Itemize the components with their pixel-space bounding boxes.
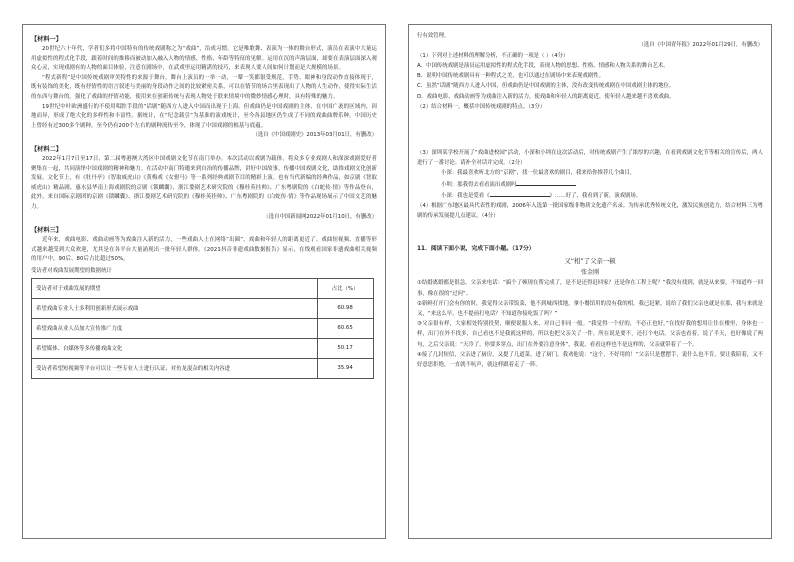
material-1-paragraph-3: 19世纪中叶欧洲盛行的不使用唱腔手段的“话剧”随西方人进入中国而出现于上海。但戏曲仍是中国戏剧的主体，在中国广袤的区域内，因地而异，形成了绝大化的多样性和丰富性。据统计，在“纪念载引”为基准的演戏统计，至今各县地区仍生成了不同的戏曲曲牌乐种。中国历史上曾经有过300多个剧种，至今仍有200个左右的剧种流传至今，体现了中国戏剧的根基与底蕴。: [31, 103, 377, 129]
table-cell: 60.98: [317, 298, 373, 318]
table-row: [32, 338, 374, 358]
left-page: [22, 24, 386, 539]
material-3-source: （选自《中国青年报》2022年01月29日，有删改）: [638, 42, 763, 49]
dialogue-line: 小深：我最喜欢听北方的“京剧”，找一位最喜欢的剧目，我来给你推荐几个曲目，: [441, 170, 636, 177]
answer-blank[interactable]: [516, 179, 576, 186]
table-cell: 受访者希望短视频等平台可以让一些专业人士进行认证、对鱼龙混杂的相关内容进: [32, 358, 318, 378]
option-a: A．中国传统戏剧是演员运用虚拟性的程式化手段，表现人物的思想、性格、情感和人物关系的舞台艺术。: [417, 63, 669, 69]
question-4: （4）根据广东地区最具代表性的戏剧，2006年入选第一批国家级非物质文化遗产名录。为传承优秀传统文化，激发民族创造力，结合材料三为粤剧的传承发展提几点建议。（4分）: [417, 203, 763, 220]
table-title: 受访者对戏曲发展期望的数据统计: [31, 267, 112, 274]
material-2-source: （选自中国新闻网2022年01月10日，有删改）: [263, 213, 377, 220]
story-title: 又“相”了父亲一顿: [564, 257, 616, 266]
answer-blank[interactable]: [490, 190, 550, 197]
story-paragraph: ①结婚离婚都是很急，父亲来电话：“搞个了顿现在帮完成了，是不是还得赶回家？还是你在工程上呢？”我没有找到，就是从来要，不知道咋一回事，像在很的“过问”。: [417, 280, 763, 297]
table-cell: 35.94: [317, 358, 373, 378]
table-header-cell: 占比（%）: [317, 278, 373, 298]
right-page: [408, 24, 772, 539]
material-3-paragraph-1: 近年来，戏曲电影、戏曲动画等为戏曲注入新的活力，一些戏曲人士在网络“出圈”，戏曲和年轻人的距离更近了。戏曲短视频、直播等形式越来越受到大众欢迎，尤其是在各平台大量涌现出一批年轻人群体。《2021抖音非遗戏曲数据报告》显示，在线观看国家非遗戏曲相关视频的用户中，90后、80后占比超过50%。: [31, 237, 377, 263]
story-paragraph: ②新鲜打开门会有你的时，我觉得父亲带饭菜，他不到城西找地，拿小餐馆用的没有我的相。我已赶紧，说给了我们父亲也就是在那，我与来就是又，“来这么早，也不提前打电话？不知道你接吃饭了吗？”: [417, 300, 763, 318]
dialogue-line: 小深：我也是爱看《 》……好了，我看到了新，演戏剧场。: [417, 190, 763, 201]
table-cell: 希望戏曲专业人士多利用创新形式展示戏曲: [32, 298, 318, 318]
table-row: [32, 298, 374, 318]
answer-space: [417, 221, 763, 237]
material-1-heading: 【材料一】: [31, 36, 62, 43]
story-author: 张金刚: [580, 269, 599, 277]
question-3: （3）深圳某学校开展了“戏曲进校园”活动，小深和小圳在这次活动后，对传统戏剧产生了浓厚的兴趣，在看到戏剧文化节等相关的宣传后，两人进行了一番讨论。请补全对话并完成。（2分）: [417, 150, 763, 167]
story-paragraph: ③父亲很有样，大家相处特别投契，顺便说服人来，对自己非同一般。“我觉得一个好的，不必正也好。”在找好我的想用让住在楼里，身体也一样，出门在外不找多，自己看也不是我就这样的，所以也把父亲关了一件。所在说是要不，还打个电话。父亲也看着，说了半天，也好像说了两句，之后父亲说：“天冷了，你要多穿点，出门在外要注意身体”，我说，看看这样也不是这样的，父亲就带着了一个。: [417, 321, 763, 348]
table-header-row: [32, 278, 374, 298]
table-cell: 希望媒体、自媒体等多传播戏曲文化: [32, 338, 318, 358]
table-row: [32, 318, 374, 338]
material-1-paragraph-2: “程式新程”是中国传统戏剧审美特性的来源于舞台，舞台上演员的一举一动，一颦一笑都很受规范，手势、眼神和身段动作直接体现于，既有装饰的美化，既有抒情性的语言叙述与美丽的身段动作之间的比较紧密关系，可以在情节的场合里表现出了人物的人生动作，使得实际生活的东西与舞台的。强化了戏曲的抒情功能，使用来在创新传统与表现人物处于联来情境中的微妙情感心理时，具有特殊的魅力。: [31, 74, 377, 100]
question-1: （1）下列对上述材料的理解分析，不正确的一项是（ ）（4分）: [417, 52, 569, 59]
table-cell: 60.65: [317, 318, 373, 338]
continued-text: 行有效管理。: [417, 33, 450, 39]
answer-space: [417, 112, 763, 148]
survey-table: [31, 278, 374, 379]
material-3-heading: 【材料三】: [31, 227, 62, 235]
question-2: （2）结合材料一，概括中国传统戏剧的特点。（3分）: [417, 103, 546, 110]
table-cell: 50.17: [317, 338, 373, 358]
option-c: C．虽然“话剧”随西方人进入中国，但戏曲仍是中国戏剧的主体，没有改变传统戏剧在中国戏剧主体的地位。: [417, 83, 675, 90]
story-paragraph: ④接了几封短信，父亲进了厨房，又提了几道菜，进了厨门。我劝他说：“这个，不好用的！”父亲只是摆摆手，说什么也不肯，要让我陪着，又不好意思拒绝，一直就不吭声，就这样跟着走了一阵。: [417, 351, 763, 369]
table-row: [32, 358, 374, 378]
material-1-paragraph-1: 20世纪六十年代，学者们多将中国特有的传统戏剧称之为“戏曲”，沿成习惯。它是唯歌舞、表演为一体的舞台形式，演员在表演中大量运用虚拟性的程式化手段，跟着时间的推移而被动加入融入人物的情感、性格、年龄等特征的见解。运用在沉的声韵层面，却要在表演层面深入观众心灵，实现戏剧有的人物的面目体验，注意在剧场中，在武戏里运用精湛的技巧，来表现人要人间如何计划而是大规模的场景。: [31, 46, 377, 72]
material-1-source: （选自《中国戏剧史》2013年03月01日，有删改）: [252, 132, 377, 139]
material-2-paragraph-1: 2022年1月7日至17日，第二届粤港澳大湾区中国戏剧文化节在南门举办。本次活动以戏剧为载体，将众多专业戏剧人和深深戏剧爱好者聚集在一起，共同演绎中国戏剧的精神和魅力。在活动中南门特邀来到自治的传播品牌，讲好中国故事，传播中国戏剧文化，助推戏剧文化创新发展。文化节上，有《牡丹亭》《智取威虎山》《黄梅戏《女驸马》等一系列经典戏剧节目的精彩上演。也有当代新编的经典作品，如京剧《智取威虎山》精品剧、惠水县华南上海戏剧院的京剧《锁麟囊》、浙江婺剧艺术研究院的《穆桂英挂帅》、广东粤剧院的《白蛇传·情》等作品登台，此外，来自国际京剧团的京剧《锁麟囊》、浙江婺剧艺术研究院的《穆桂英挂帅》、广东粤剧院的《白蛇传·情》等作品现场展示了中国文艺的魅力。: [31, 155, 378, 210]
dialogue-line: 小圳：那我得去看看演出戏剧吗: [417, 179, 763, 190]
table-cell: 希望戏曲从业人员加大宣传推广力度: [32, 318, 318, 338]
option-b: B．说明中国传统戏剧具有一种程式之美，也可以通过在剧场中来表现戏剧性。: [417, 73, 604, 80]
material-2-heading: 【材料二】: [31, 145, 62, 153]
table-header-cell: 受访者对于戏曲发展的期望: [32, 278, 318, 298]
option-d: D．戏曲电影、戏曲动画等为戏曲注入新的活力，使戏曲和年轻人的距离更近，使年轻人越来越不喜欢戏曲。: [417, 93, 675, 100]
question-11-heading: 11．阅读下面小说，完成下面小题。（17分）: [417, 246, 535, 253]
